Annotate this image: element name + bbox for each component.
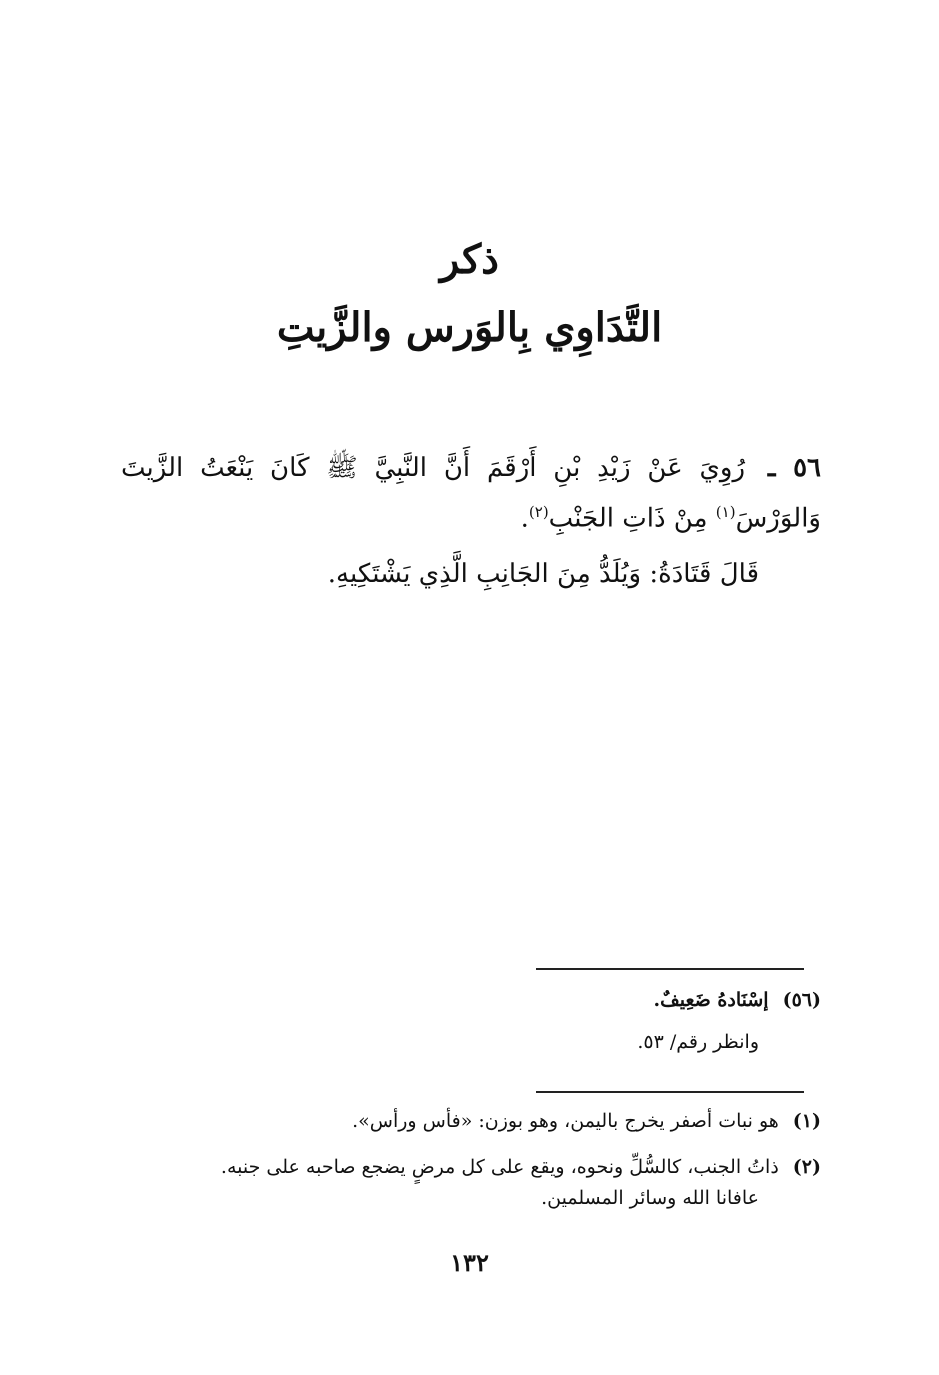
footnote-ref-2: (٢) [528, 503, 549, 521]
qatada-quote: قَالَ قَتَادَةُ: وَيُلَدُّ مِنَ الجَانِبِ الَّذِي يَشْتَكِيهِ. [327, 559, 759, 589]
page-number: ١٣٢ [450, 1248, 489, 1277]
footnote-2-continued: عافانا الله وسائر المسلمين. [541, 1187, 759, 1209]
footnote-1-text: هو نبات أصفر يخرج باليمن، وهو بوزن: «فأس ورأس». [352, 1110, 779, 1132]
footnote-divider-2 [536, 1091, 804, 1093]
takhrij-label: (٥٦) [782, 989, 821, 1011]
footnote-2-text: ذاتُ الجنب، كالسُّلِّ ونحوه، ويقع على كل مرضٍ يضجع صاحبه على جنبه. [220, 1156, 779, 1178]
hadith-text-a: رُوِيَ عَنْ زَيْدِ بْنِ أَرْقَمَ أَنَّ النَّبِيَّ ﷺ كَانَ يَنْعَتُ الزَّيتَ وَالوَرْسَ [121, 453, 821, 534]
footnote-2 [121, 1152, 821, 1182]
footnote-2-marker: (٢) [792, 1156, 821, 1178]
takhrij-text: إسْنَادهُ ضَعِيفٌ. [653, 989, 769, 1011]
hadith-text-b: مِنْ ذَاتِ الجَنْبِ [548, 503, 708, 534]
hadith-paragraph [121, 446, 821, 541]
takhrij-see-also: وانظر رقم/ ٥٣. [637, 1031, 759, 1053]
section-heading-line2: التَّدَاوِي بِالوَرس والزَّيتِ [276, 304, 663, 351]
section-heading-line1: ذكر [440, 236, 499, 283]
footnote-divider-1 [536, 968, 804, 970]
footnote-1-marker: (١) [792, 1110, 821, 1132]
takhrij-note [121, 985, 821, 1015]
hadith-number: ٥٦ ـ [767, 453, 822, 483]
hadith-text-end: . [520, 503, 529, 534]
footnote-1 [121, 1106, 821, 1136]
footnote-ref-1: (١) [715, 503, 736, 521]
